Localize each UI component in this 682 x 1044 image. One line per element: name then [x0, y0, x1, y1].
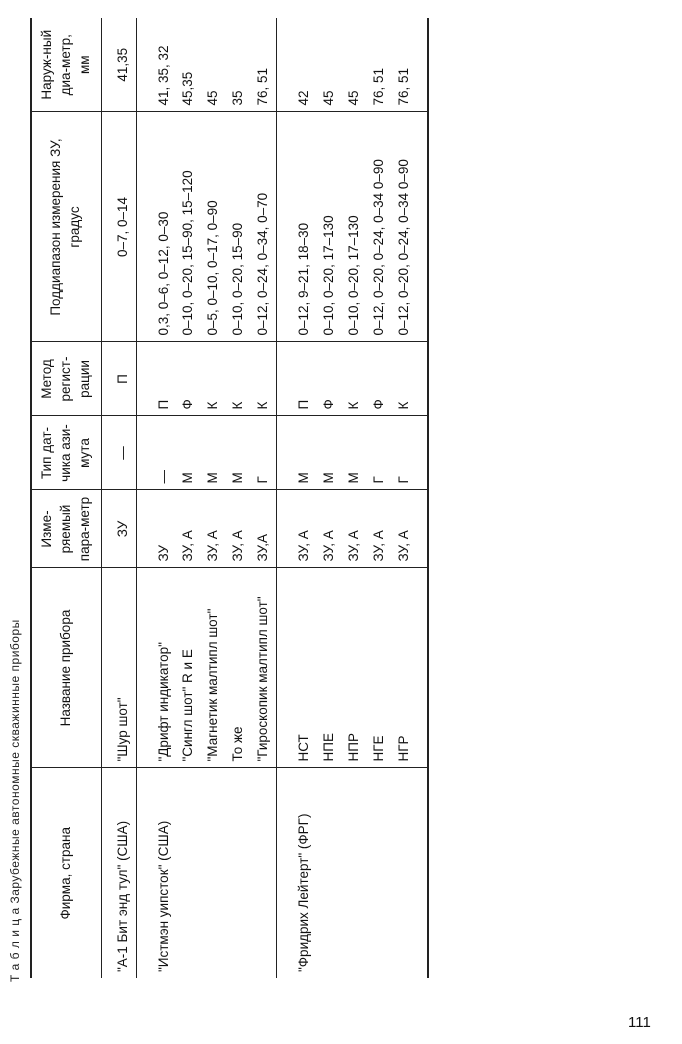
cell-range: 0–7, 0–14	[101, 112, 136, 342]
table-row	[392, 18, 429, 978]
cell-sensor: М	[317, 416, 342, 490]
cell-name: НГР	[392, 568, 429, 768]
cell-firm	[392, 768, 429, 978]
cell-diameter: 76, 51	[251, 18, 276, 112]
cell-diameter: 42	[277, 18, 317, 112]
cell-param: ЗУ, А	[176, 490, 201, 568]
cell-diameter: 41,35	[101, 18, 136, 112]
cell-method: П	[136, 342, 176, 416]
cell-range: 0–10, 0–20, 15–90, 15–120	[176, 112, 201, 342]
cell-param: ЗУ, А	[317, 490, 342, 568]
cell-param: ЗУ, А	[367, 490, 392, 568]
cell-name: НГЕ	[367, 568, 392, 768]
cell-firm: "Истмэн уипсток" (США)	[136, 768, 176, 978]
cell-diameter: 45	[317, 18, 342, 112]
cell-firm	[317, 768, 342, 978]
cell-method: К	[342, 342, 367, 416]
cell-method: К	[251, 342, 276, 416]
cell-range: 0–5, 0–10, 0–17, 0–90	[201, 112, 226, 342]
table-row	[367, 18, 392, 978]
cell-firm	[226, 768, 251, 978]
cell-param: ЗУ, А	[277, 490, 317, 568]
cell-method: Ф	[176, 342, 201, 416]
cell-method: К	[392, 342, 429, 416]
cell-range: 0–12, 9–21, 18–30	[277, 112, 317, 342]
cell-method: К	[201, 342, 226, 416]
header-firm: Фирма, страна	[31, 768, 101, 978]
cell-firm: "Фридрих Лейтерт" (ФРГ)	[277, 768, 317, 978]
cell-method: К	[226, 342, 251, 416]
table-row	[201, 18, 226, 978]
cell-range: 0–10, 0–20, 17–130	[342, 112, 367, 342]
cell-sensor: М	[176, 416, 201, 490]
header-sensor: Тип дат-чика ази-мута	[31, 416, 101, 490]
cell-param: ЗУ, А	[201, 490, 226, 568]
cell-sensor: —	[136, 416, 176, 490]
table-caption: Т а б л и ц а Зарубежные автономные скважинные приборы	[8, 619, 22, 982]
cell-range: 0,3, 0–6, 0–12, 0–30	[136, 112, 176, 342]
cell-param: ЗУ	[136, 490, 176, 568]
cell-param: ЗУ	[101, 490, 136, 568]
table-row	[277, 18, 317, 978]
table-row	[176, 18, 201, 978]
cell-range: 0–12, 0–24, 0–34, 0–70	[251, 112, 276, 342]
instruments-table	[30, 18, 429, 978]
cell-sensor: Г	[251, 416, 276, 490]
cell-diameter: 45	[201, 18, 226, 112]
cell-sensor: Г	[367, 416, 392, 490]
cell-param: ЗУ,А	[251, 490, 276, 568]
cell-name: НПЕ	[317, 568, 342, 768]
cell-method: Ф	[367, 342, 392, 416]
header-range: Поддиапазон измерения ЗУ, градус	[31, 112, 101, 342]
cell-diameter: 41, 35, 32	[136, 18, 176, 112]
cell-range: 0–10, 0–20, 17–130	[317, 112, 342, 342]
header-method: Метод регист-рации	[31, 342, 101, 416]
cell-name: "Гироскопик малтипл шот"	[251, 568, 276, 768]
cell-name: То же	[226, 568, 251, 768]
table-row	[136, 18, 176, 978]
cell-diameter: 45	[342, 18, 367, 112]
header-param: Изме-ряемый пара-метр	[31, 490, 101, 568]
cell-range: 0–10, 0–20, 15–90	[226, 112, 251, 342]
table-row	[251, 18, 276, 978]
cell-firm	[342, 768, 367, 978]
cell-param: ЗУ, А	[392, 490, 429, 568]
cell-range: 0–12, 0–20, 0–24, 0–34 0–90	[392, 112, 429, 342]
cell-sensor: М	[342, 416, 367, 490]
cell-param: ЗУ, А	[226, 490, 251, 568]
cell-firm	[201, 768, 226, 978]
cell-diameter: 45,35	[176, 18, 201, 112]
cell-diameter: 35	[226, 18, 251, 112]
table-row	[226, 18, 251, 978]
cell-name: НСТ	[277, 568, 317, 768]
table-row	[101, 18, 136, 978]
cell-name: "Магнетик малтипл шот"	[201, 568, 226, 768]
cell-method: П	[277, 342, 317, 416]
cell-sensor: —	[101, 416, 136, 490]
cell-sensor: М	[226, 416, 251, 490]
cell-range: 0–12, 0–20, 0–24, 0–34 0–90	[367, 112, 392, 342]
cell-diameter: 76, 51	[367, 18, 392, 112]
cell-diameter: 76, 51	[392, 18, 429, 112]
table-row	[317, 18, 342, 978]
cell-param: ЗУ, А	[342, 490, 367, 568]
cell-sensor: М	[201, 416, 226, 490]
cell-sensor: М	[277, 416, 317, 490]
cell-firm	[367, 768, 392, 978]
cell-method: Ф	[317, 342, 342, 416]
cell-firm: "А-1 Бит энд тул" (США)	[101, 768, 136, 978]
cell-name: НПР	[342, 568, 367, 768]
header-row	[31, 18, 101, 978]
cell-name: "Сингл шот" R и Е	[176, 568, 201, 768]
table-row	[342, 18, 367, 978]
header-diameter: Наруж-ный диа-метр, мм	[31, 18, 101, 112]
cell-sensor: Г	[392, 416, 429, 490]
cell-firm	[251, 768, 276, 978]
page-number: 111	[628, 1014, 651, 1031]
header-name: Название прибора	[31, 568, 101, 768]
cell-firm	[176, 768, 201, 978]
cell-name: "Дрифт индикатор"	[136, 568, 176, 768]
cell-name: "Шур шот"	[101, 568, 136, 768]
cell-method: П	[101, 342, 136, 416]
